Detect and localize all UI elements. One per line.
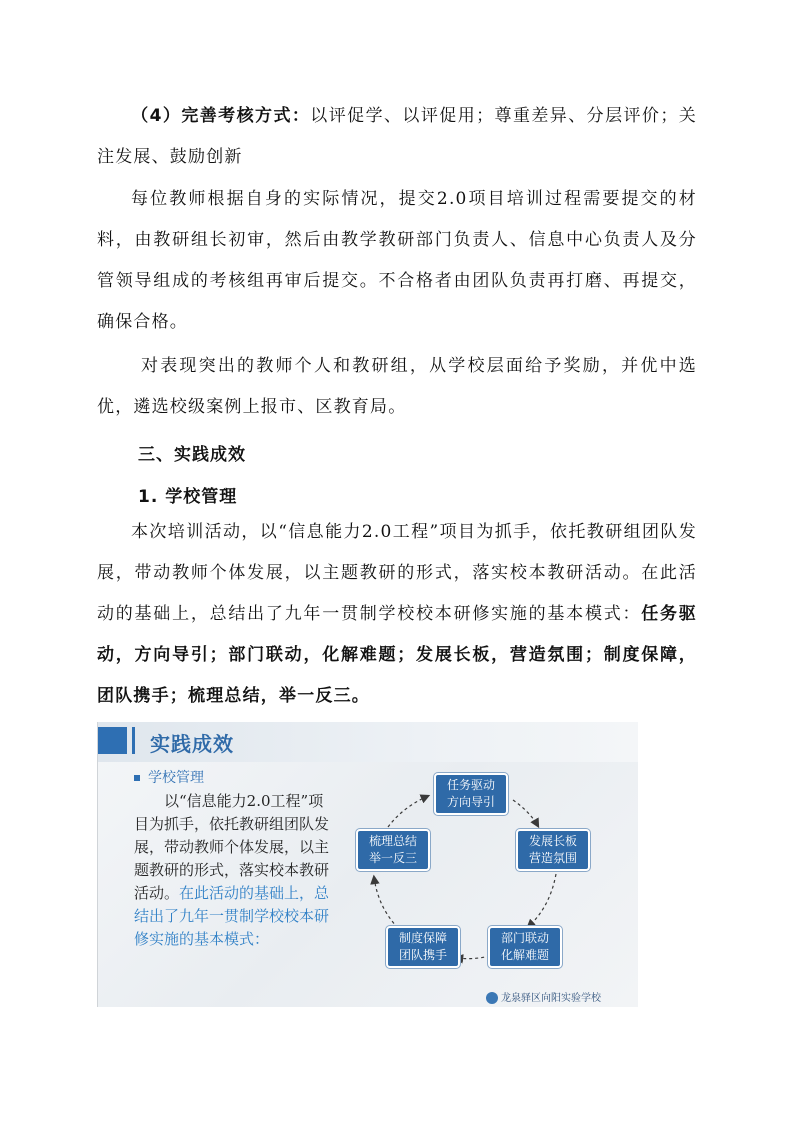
node-system-guarantee: 制度保障 团队携手 [386,926,460,968]
practice-text: 本次培训活动，以“信息能力2.0工程”项目为抓手，依托教研组团队发展，带动教师个体发展，以主题教研的形式，落实校本教研活动。在此活动的基础上，总结出了九年一贯制学校校本研修实施的基本模式： [97,522,697,624]
paragraph-reward: 对表现突出的教师个人和教研组，从学校层面给予奖励，并优中选优，遴选校级案例上报市、区教育局。 [97,356,697,417]
assessment-label: （4）完善考核方式： [131,106,311,126]
assessment-text: 以评促学、以评促用；尊重差异、分层评价；关注发展、鼓励创新 [97,106,697,167]
cycle-arrow-4 [374,877,398,928]
paragraph-practice [97,512,697,717]
slide-body-highlight: 在此活动的基础上，总结出了九年一贯制学校校本研修实施的基本模式： [134,884,330,948]
slide-bullet-label: 学校管理 [148,770,204,786]
slide-body-text: 以“信息能力2.0工程”项目为抓手，依托教研组团队发展，带动教师个体发展，以主题教研的形式，落实校本教研活动。 [134,792,330,902]
node-develop-strengths: 发展长板 营造氛围 [516,829,590,871]
section-heading: 三、实践成效 [138,445,246,465]
practice-model: 任务驱动，方向导引；部门联动，化解难题；发展长板，营造氛围；制度保障，团队携手；梳理总结，举一反三。 [97,604,697,706]
node-summarize: 梳理总结 举一反三 [356,829,430,871]
cycle-arrow-2 [528,874,556,927]
cycle-arrow-1 [513,800,538,826]
subsection-heading: 1. 学校管理 [138,487,238,507]
paragraph-submission: 每位教师根据自身的实际情况，提交2.0项目培训过程需要提交的材料，由教研组长初审，然后由教学教研部门负责人、信息中心负责人及分管领导组成的考核组再审后提交。不合格者由团队负责再打磨、再提交，确保合格。 [97,189,697,332]
school-logo: 龙泉驿区向阳实验学校 [486,989,601,1004]
school-emblem-icon [486,992,498,1004]
slide-title: 实践成效 [150,732,234,756]
slide-image [97,722,638,1007]
cycle-arrow-5 [388,796,428,827]
paragraph-assessment [97,96,697,178]
node-task-driven: 任务驱动 方向导引 [434,773,508,815]
node-department-collab: 部门联动 化解难题 [488,926,562,968]
cycle-arrow-3 [456,956,490,959]
